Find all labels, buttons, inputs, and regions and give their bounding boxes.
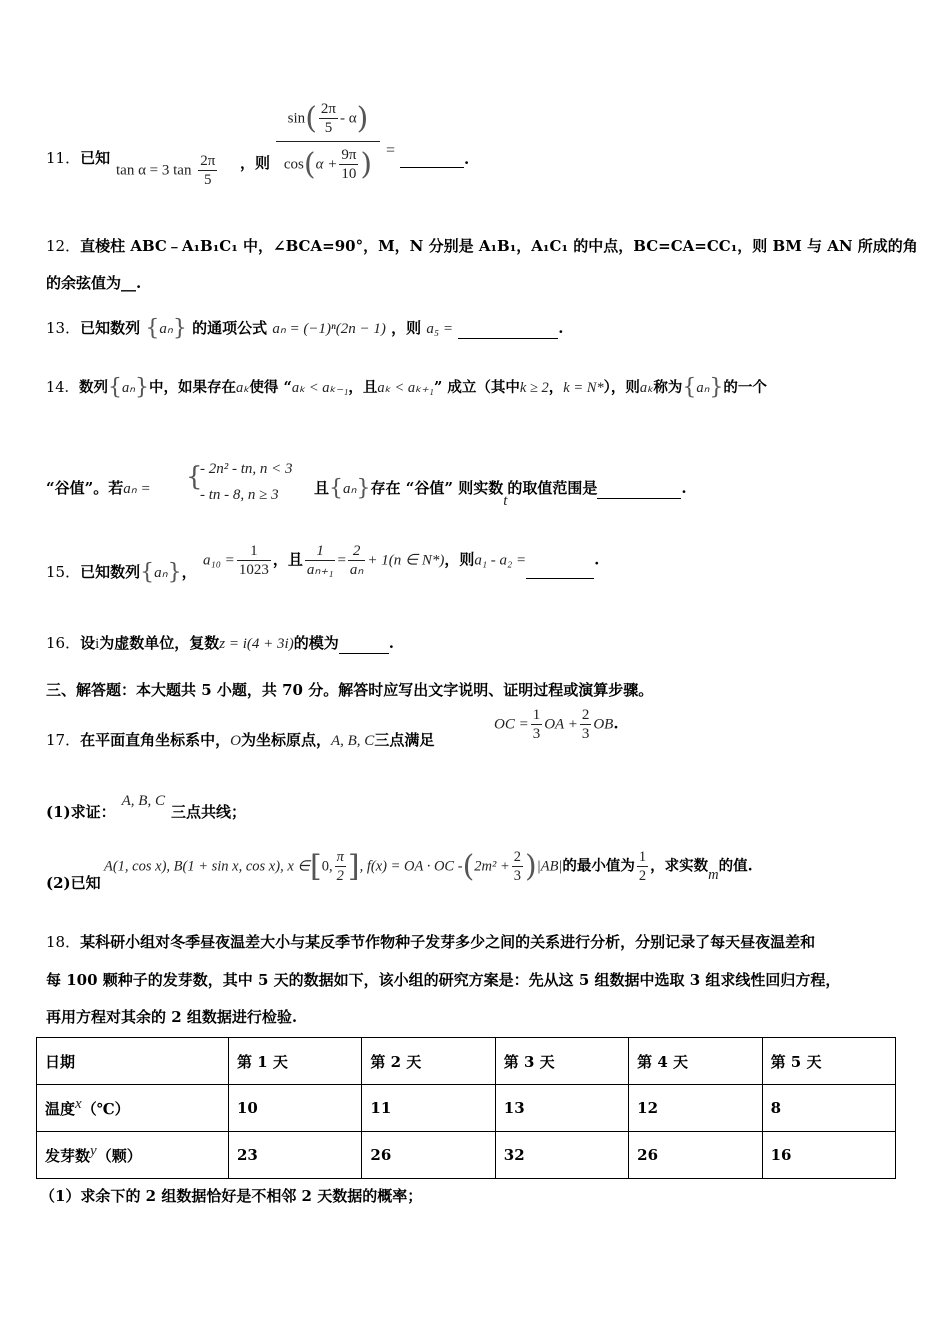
answer-blank[interactable] (400, 151, 464, 168)
q15-formulas: a₁₀ = $\frac{1}{1023}$ ，且 $\frac{1}{\text{aₙ₊₁}}$ = $\frac{2}{\text{aₙ}}$ + 1(n ∈ N*)，则a₁ - a₂ = . (203, 543, 600, 578)
table-cell: 13 (495, 1085, 628, 1132)
table-cell: 11 (362, 1085, 495, 1132)
answer-blank[interactable] (339, 637, 389, 654)
question-number: 11． (46, 149, 81, 167)
q17-p2-formula: A(1, cos x), B(1 + sin x, cos x), x ∈[0, $\frac{\pi}{2}$ ], f(x) = OA · OC -(2m² + $\frac{2}{3}$ )|AB|的最小值为 $\frac{1}{2}$ ，求实数m的值. (104, 849, 753, 884)
table-cell: 26 (629, 1132, 762, 1179)
data-table (36, 1037, 896, 1179)
table-cell: 26 (362, 1132, 495, 1179)
table-cell: 16 (762, 1132, 895, 1179)
question-17-part-1: (1)求证：A, B, C三点共线； (46, 793, 246, 821)
table-cell: 第 4 天 (629, 1038, 762, 1085)
table-cell: 32 (495, 1132, 628, 1179)
answer-blank[interactable] (458, 322, 558, 339)
question-16: 16．设i为虚数单位，复数z = i(4 + 3i)的模为 . (46, 634, 394, 652)
table-cell: 10 (229, 1085, 362, 1132)
question-11: 11．已知 (46, 149, 111, 167)
table-cell: 第 5 天 (762, 1038, 895, 1085)
exam-page: 11．已知 tan α = 3 tan $\frac{2\pi}{5}$ ，则 sin( $\frac{2\pi}{5}$ - α) cos(α + $\frac{9\pi}{10}$ ) = . 12．直棱柱 ABC﹣A₁B₁C₁ 中，∠BCA=90°，M，N 分别是 A₁B₁，A₁C₁ 的中点，BC=CA=CC₁，则 BM 与 AN 所成的角 的余弦值为__. 13．已知数列 {aₙ} 的通项公式 aₙ = (−1)ⁿ(2n − 1) ，则 a₅ = . 14．数列{aₙ}中，如果存在aₖ使得 “aₖ < aₖ₋₁，且aₖ < aₖ₊₁” 成立（其中k ≥ 2，k = N*），则aₖ称为{aₙ}的一个 “谷值”。若aₙ = { - 2n² - tn, n < 3 - tn - 8, n ≥ 3 且{aₙ}存在 “谷值” 则实数t的取值范围是 . 15．已知数列{aₙ}， a₁₀ = $\frac{1}{1023}$ ，且 $\frac{1}{\text{aₙ₊₁}}$ = $\frac{2}{\text{aₙ}}$ + 1(n ∈ N*)，则a₁ - a₂ = . 16．设i为虚数单位，复数z = i(4 + 3i)的模为 . 三、解答题：本大题共 5 小题，共 70 分。解答时应写出文字说明、证明过程或演算步骤。 17．在平面直角坐标系中，O为坐标原点，A, B, C三点满足 OC = $\frac{1}{3}$ OA + $\frac{2}{3}$ OB. (1)求证：A, B, C三点共线； (2)已知 A(1, cos x), B(1 + sin x, cos x), x ∈[0, $\frac{\pi}{2}$ ], f(x) = OA · OC -(2m² + $\frac{2}{3}$ )|AB|的最小值为 $\frac{1}{2}$ ，求实数m的值. 18．某科研小组对冬季昼夜温差大小与某反季节作物种子发芽多少之间的关系进行分析，分别记录了每天昼夜温差和 每 100 颗种子的发芽数，其中 5 天的数据如下，该小组的研究方案是：先从这 5 组数据中选取 3 组求线性回归方程， 再用方程对其余的 2 组数据进行检验. 日期 第 1 天 第 2 天 第 3 天 第 4 天 第 5 天 温度x（℃） 10 11 13 12 8 发芽数y（颗） 23 26 32 26 16 （1）求余下的 2 组数据恰好是不相邻 2 天数据的概率； (0, 0, 950, 1344)
question-14: 14．数列{aₙ}中，如果存在aₖ使得 “aₖ < aₖ₋₁，且aₖ < aₖ₊₁” 成立（其中k ≥ 2，k = N*），则aₖ称为{aₙ}的一个 (46, 375, 767, 400)
table-header-row (37, 1038, 896, 1085)
table-row (37, 1085, 896, 1132)
table-cell: 第 2 天 (362, 1038, 495, 1085)
table-cell: 12 (629, 1085, 762, 1132)
q17-vector-eq: OC = $\frac{1}{3}$ OA + $\frac{2}{3}$ OB. (494, 707, 619, 742)
table-cell: 23 (229, 1132, 362, 1179)
table-cell: 发芽数y（颗） (37, 1132, 229, 1179)
piecewise: - 2n² - tn, n < 3 - tn - 8, n ≥ 3 (200, 461, 293, 503)
table-row (37, 1132, 896, 1179)
question-13: 13．已知数列 {aₙ} 的通项公式 aₙ = (−1)ⁿ(2n − 1) ，则 a₅ = . (46, 316, 564, 341)
question-18-part-1: （1）求余下的 2 组数据恰好是不相邻 2 天数据的概率； (40, 1187, 423, 1205)
q11-condition: tan α = 3 tan $\frac{2\pi}{5}$ (116, 153, 216, 188)
q11-expression: sin( $\frac{2\pi}{5}$ - α) cos(α + $\frac{9\pi}{10}$ ) (276, 100, 380, 183)
section-heading: 三、解答题：本大题共 5 小题，共 70 分。解答时应写出文字说明、证明过程或演算步骤。 (46, 681, 654, 699)
question-18: 18．某科研小组对冬季昼夜温差大小与某反季节作物种子发芽多少之间的关系进行分析，分别记录了每天昼夜温差和 (46, 933, 816, 951)
table-cell: 第 1 天 (229, 1038, 362, 1085)
question-14-cont: “谷值”。若aₙ = (46, 479, 151, 497)
question-15: 15．已知数列{aₙ}， (46, 560, 197, 585)
table-cell: 第 3 天 (495, 1038, 628, 1085)
question-17: 17．在平面直角坐标系中，O为坐标原点，A, B, C三点满足 (46, 731, 435, 749)
table-cell: 日期 (37, 1038, 229, 1085)
question-12: 12．直棱柱 ABC﹣A₁B₁C₁ 中，∠BCA=90°，M，N 分别是 A₁B₁，A₁C₁ 的中点，BC=CA=CC₁，则 BM 与 AN 所成的角 (46, 237, 918, 255)
table-cell: 8 (762, 1085, 895, 1132)
question-17-part-2: (2)已知 (46, 874, 101, 892)
answer-blank[interactable] (597, 482, 681, 499)
answer-blank[interactable] (526, 562, 594, 579)
table-cell: 温度x（℃） (37, 1085, 229, 1132)
